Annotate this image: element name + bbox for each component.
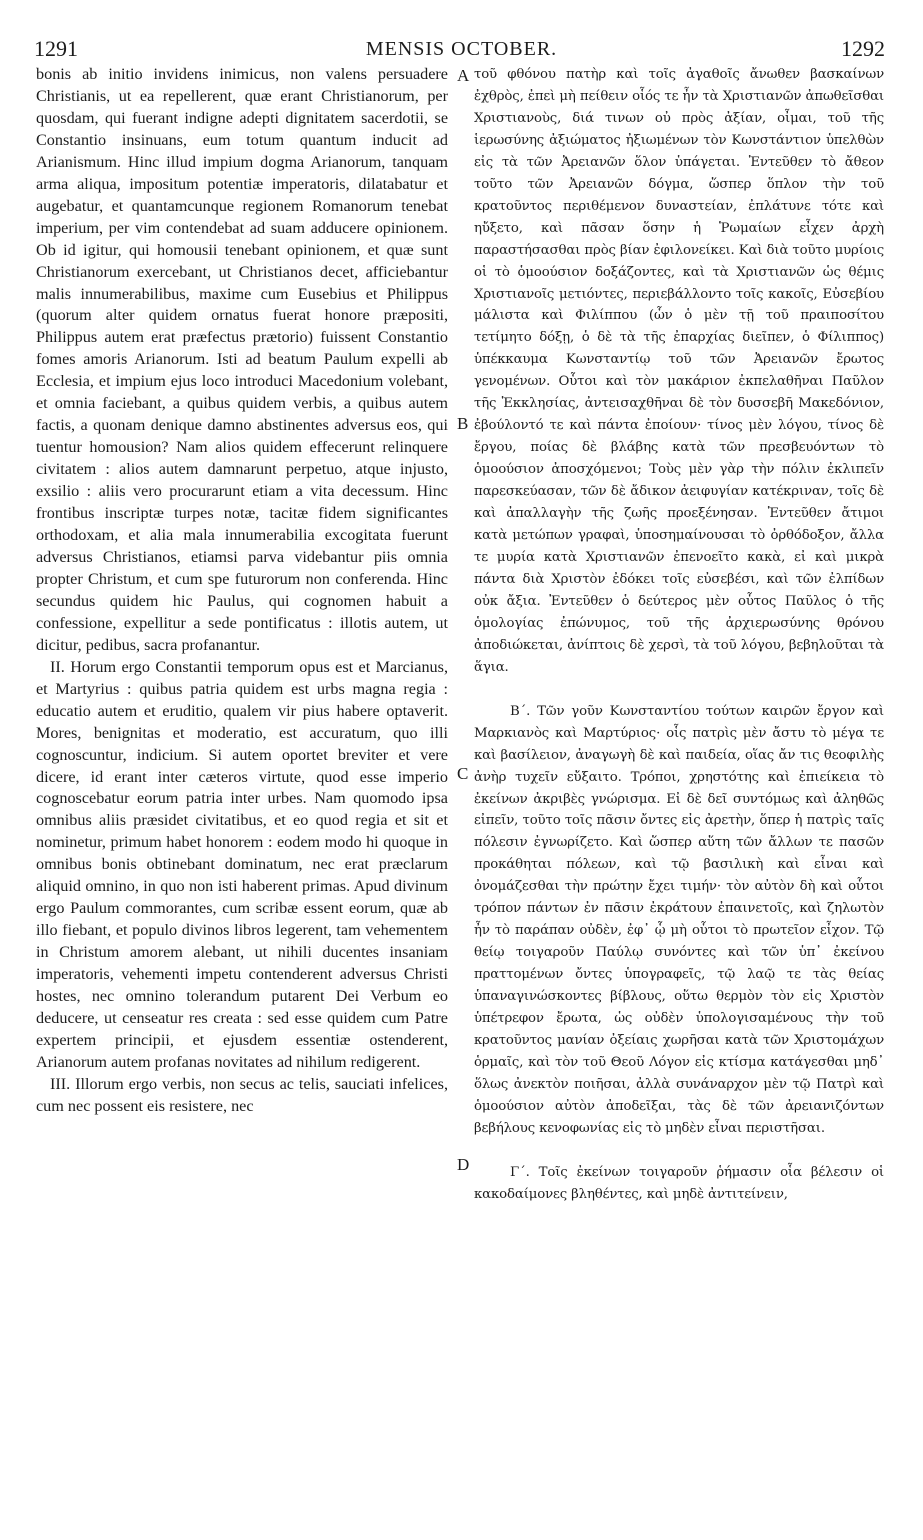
latin-paragraph-2: II. Horum ergo Constantii temporum opus est et Marcianus, et Martyrius : quibus patria quidem est urbs magna regia : educatio autem et eruditio, qualem vir pius habere optaverit. Mores, benignitas et moderatio, est accuratum, quo illi cognoscuntur, indicium. Si autem oportet breviter et vere dicere, id erant inter cæteros virtute, quod esse imperio cognoscebatur eorum patria inter urbes. Nam quomodo ipsa omnibus aliis præsidet civitatibus, et eo quod regia et sit et nominetur, primum habet honorem : eodem modo hi quoque in omnibus bonis obtinebant dominatum, nec erat præclarum aliquid omnino, in quo non isti haberent primas. Apud divinum ergo Paulum commorantes, cum scribæ essent eorum, quæ ab illo fiebant, et populo divinos libros legerent, tam vehementem in Christum amorem alebant, ut nihili ducentes insaniam imperatoris, vehementi impetu contenderent adversus Christi hostes, nec omnino tolerandum putarent Dei Verbum eo deducere, ut censeatur res creata : sed esse quidem cum Patre expertem principii, et ejusdem essentiæ ostenderent, Arianorum autem profanas novitates ad nihilum redigerent. [36, 657, 448, 1071]
running-title: MENSIS OCTOBER. [365, 38, 558, 60]
margin-marker-d: D [457, 1155, 470, 1174]
greek-column [474, 64, 884, 1206]
latin-paragraph-1: bonis ab initio invidens inimicus, non valens persuadere Christianis, ut ea repellerent, quæ erant Christianorum, per quosdam, qui fuerant indigne adepti dignitatem sacerdotii, se Constantio insinuans, eum totum quantum inducit ad Arianismum. Hinc illud impium dogma Arianorum, tanquam arma aliqua, impositum potentiæ imperatoris, dilatabatur et augebatur, et quantamcunque regionem Romanorum tenebat imperium, per vim contendebat ad suam adducere opinionem. Ob id igitur, qui homousii tenebant opinionem, et quæ sunt Christianorum exercebant, ut Christianos decet, afficiebantur malis innumerabilibus, maxime cum Eusebius et Philippus (quorum alter quidem ornatus fuerat honore præpositi, Philippus autem erat præfectus prætorio) fuissent Constantio fomes amoris Arianorum. Isti ad beatum Paulum expelli ab Ecclesia, et impium ejus loco introduci Macedonium volebant, et omnia faciebant, a quibus quidem verbis, a quibus autem factis, a quonam denique damno abstinentes adversus eos, qui tuentur homousion? Nam alios quidem effecerunt relinquere civitatem : alios autem damnarunt perpetuo, atque injusto, exsilio : aliis vero procurarunt etiam a vita decessum. Hinc frontibus inscriptæ turpes notæ, tacitæ fidem significantes orthodoxam, et alia mala innumerabilia excogitata fuerunt adversus Christianos, etiamsi parva videbantur piis omnia propter Christum, et cum spe futurorum non conferenda. Hinc secundus quidem hic Paulus, qui cognomen habuit a confessione, expellitur a sede pontificatus : illotis autem, ut dicitur, pedibus, sacra profanantur. [36, 65, 448, 654]
greek-paragraph-1: τοῦ φθόνου πατὴρ καὶ τοῖς ἀγαθοῖς ἄνωθεν βασκαίνων ἐχθρὸς, ἐπεὶ μὴ πείθειν οἷός τε ἦν τὰ Χριστιανῶν ἀπωθεῖσθαι Χριστιανοὺς, διά τινων οὐ πρὸς ἀξίαν, οἶμαι, τοῦ τῆς ἱερωσύνης ἀξιώματος ἠξιωμένων τὸν Κωνστάντιον ὑπελθὼν εἰς τὰ τῶν Ἀρειανῶν ὅλον ὑπάγεται. Ἐντεῦθεν τὸ ἄθεον τοῦτο τῶν Ἀρειανῶν δόγμα, ὥσπερ ὅπλον τὴν τοῦ κρατοῦντος περιθέμενον δυναστείαν, ἐπλάτυνε τότε καὶ ηὔξετο, καὶ πᾶσαν ὅσην ἡ Ῥωμαίων εἶχεν ἀρχὴ παραστήσασθαι πρὸς βίαν ἐφιλονείκει. Καὶ διὰ τοῦτο μυρίοις οἱ τὸ ὁμοούσιον δοξάζοντες, καὶ τὰ Χριστιανῶν ὡς θέμις Χριστιανοῖς μετιόντες, περιεβάλλοντο τοῖς κακοῖς, Εὐσεβίου μάλιστα καὶ Φιλίππου (ὧν ὁ μὲν τῇ τοῦ πραιποσίτου τετίμητο δόξῃ, ὁ δὲ τὰ τῆς ἐπαρχίας διεῖπεν, ὁ Φίλιππος) ὑπέκκαυμα Κωνσταντίῳ τοῦ τῶν Ἀρειανῶν ἔρωτος γενομένων. Οὗτοι καὶ τὸν μακάριον ἐκπελαθῆναι Παῦλον τῆς Ἐκκλησίας, ἀντεισαχθῆναι δὲ τὸν δυσσεβῆ Μακεδόνιον, ἐβούλοντό τε καὶ πάντα ἐποίουν· τίνος μὲν λόγου, τίνος δὲ ἔργου, ποίας δὲ βλάβης κατὰ τῶν πρεσβευόντων τὸ ὁμοούσιον ἀποσχόμενοι; Τοὺς μὲν γὰρ τὴν πόλιν ἐκλιπεῖν παρεσκεύασαν, τῶν δὲ ἄδικον ἀειφυγίαν κατέκριναν, τοῖς δὲ καὶ ἀπαλλαγὴν τῆς ζωῆς προεξένησαν. Ἐντεῦθεν ἄτιμοι κατὰ μετώπων γραφαὶ, ὑποσημαίνουσαι τὸ ὀρθόδοξον, ἄλλα τε μυρία κατὰ Χριστιανῶν ἐπενοεῖτο κακὰ, εἰ καὶ μικρὰ πάντα διὰ Χριστὸν ἐδόκει τοῖς εὐσεβέσι, καὶ τῶν ἐλπίδων οὐκ ἄξια. Ἐντεῦθεν ὁ δεύτερος μὲν οὗτος Παῦλος ὁ τῆς ὁμολογίας ἐπώνυμος, τοῦ τῆς ἀρχιερωσύνης θρόνου ἀποδιώκεται, ἀνίπτοις δὲ χερσὶ, τὰ τοῦ λόγου, βεβηλοῦται τὰ ἅγια. [474, 67, 884, 675]
right-column-number: 1292 [841, 36, 885, 61]
margin-marker-a: A [457, 66, 470, 85]
margin-marker-b: B [457, 414, 469, 433]
page-header [0, 32, 923, 62]
latin-column [36, 64, 448, 1118]
margin-marker-c: C [457, 764, 469, 783]
left-column-number: 1291 [34, 36, 78, 61]
greek-paragraph-3: Γ΄. Τοῖς ἐκείνων τοιγαροῦν ῥήμασιν οἷα βέλεσιν οἱ κακοδαίμονες βληθέντες, καὶ μηδὲ ἀντιτείνειν, [474, 1164, 884, 1202]
greek-paragraph-2: Β΄. Τῶν γοῦν Κωνσταντίου τούτων καιρῶν ἔργον καὶ Μαρκιανὸς καὶ Μαρτύριος· οἷς πατρὶς μὲν ἄστυ τὸ μέγα τε καὶ βασίλειον, ἀναγωγὴ δὲ καὶ παιδεία, οἵας ἄν τις θεοφιλὴς ἀνὴρ τυχεῖν εὔξαιτο. Τρόποι, χρηστότης καὶ ἐπιείκεια τὸ ἐκείνων ἀκριβὲς γνώρισμα. Εἰ δὲ δεῖ συντόμως καὶ ἀληθῶς εἰπεῖν, τοῦτο τοῖς πᾶσιν ὄντες εἰς ἀρετὴν, ὅπερ ἡ πατρὶς ταῖς πόλεσιν ἐγνωρίζετο. Καὶ ὥσπερ αὕτη τῶν ἄλλων τε πασῶν προκάθηται πόλεων, καὶ τῷ βασιλικὴ καὶ εἶναι καὶ ὀνομάζεσθαι τὴν πρώτην ἔχει τιμήν· τὸν αὐτὸν δὴ καὶ οὗτοι τρόπον πάντων ἐν πᾶσιν ἐκράτουν ἐπαινετοῖς, καὶ ζηλωτὸν ἦν τὸ παράπαν οὐδὲν, ἐφ᾽ ᾧ μὴ οὗτοι τὸ πρωτεῖον εἶχον. Τῷ θείῳ τοιγαροῦν Παύλῳ συνόντες καὶ τῶν ὑπ᾽ ἐκείνου πραττομένων ὄντες ὑπογραφεῖς, τῷ λαῷ τε τὰς θείας ὑπαναγινώσκοντες βίβλους, οὕτω θερμὸν τὸν εἰς Χριστὸν ὑπέτρεφον ἔρωτα, ὡς οὐδὲν ὑπολογισαμένους τὴν τοῦ κρατοῦντος μανίαν ὀξείαις χωρῆσαι κατὰ τῶν Χριστομάχων ὁρμαῖς, καὶ τὸν τοῦ Θεοῦ Λόγον εἰς κτίσμα κατάγεσθαι μηδ᾽ ὅλως ἀνεκτὸν ποιῆσαι, ἀλλὰ συνάναρχον μὲν τῷ Πατρὶ καὶ ὁμοούσιον αὐτὸν ἀποδεῖξαι, τὰς δὲ τῶν ἀρειανιζόντων βεβήλους κενοφωνίας εἰς τὸ μηδὲν εἶναι περιστῆσαι. [474, 703, 884, 1136]
latin-paragraph-3: III. Illorum ergo verbis, non secus ac telis, sauciati infelices, cum nec possent eis resistere, nec [36, 1074, 448, 1115]
